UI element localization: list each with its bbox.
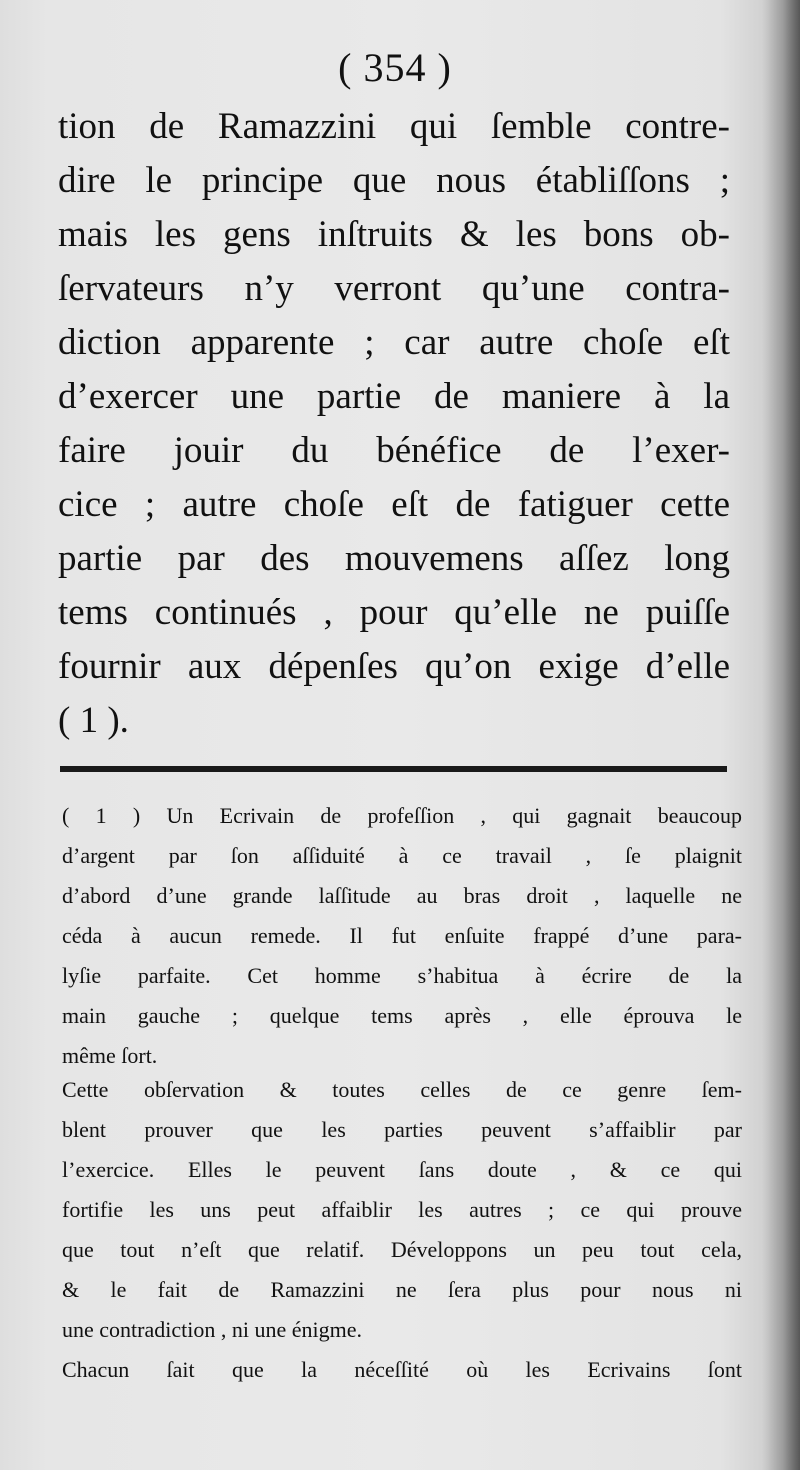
footnote-line: ( 1 ) Un Ecrivain de profeſſion , qui gagnait beaucoup [62, 803, 742, 828]
main-text-line: mais les gens inſtruits & les bons ob- [58, 214, 730, 255]
footnote-line: même ſort. [62, 1043, 158, 1068]
main-text-line: dire le principe que nous établiſſons ; [58, 160, 730, 201]
paragraph-line: Chacun ſait que la néceſſité où les Ecrivains ſont [62, 1357, 742, 1382]
footnote-separator-rule [60, 766, 727, 772]
paragraph-line: l’exercice. Elles le peuvent ſans doute , & ce qui [62, 1157, 742, 1182]
footnote-line: d’abord d’une grande laſſitude au bras droit , laquelle ne [62, 883, 742, 908]
page-number: ( 354 ) [338, 45, 452, 90]
footnote-line: céda à aucun remede. Il fut enſuite frappé d’une para- [62, 923, 742, 948]
main-text-line: faire jouir du bénéfice de l’exer- [58, 430, 730, 471]
main-text [58, 100, 730, 748]
footnote-line: d’argent par ſon aſſiduité à ce travail , ſe plaignit [62, 843, 742, 868]
paragraph-line: & le fait de Ramazzini ne ſera plus pour nous ni [62, 1277, 742, 1302]
footnote-line: lyſie parfaite. Cet homme s’habitua à écrire de la [62, 963, 742, 988]
main-text-line: cice ; autre choſe eſt de fatiguer cette [58, 484, 730, 525]
paragraph-line: blent prouver que les parties peuvent s’affaiblir par [62, 1117, 742, 1142]
main-text-line: fournir aux dépenſes qu’on exige d’elle [58, 646, 730, 687]
main-text-line: tion de Ramazzini qui ſemble contre- [58, 106, 730, 147]
main-text-line: diction apparente ; car autre choſe eſt [58, 322, 730, 363]
paragraph-line: une contradiction , ni une énigme. [62, 1317, 362, 1342]
footnote-line: main gauche ; quelque tems après , elle éprouva le [62, 1003, 742, 1028]
paragraph-line: Cette obſervation & toutes celles de ce genre ſem- [62, 1077, 742, 1102]
paragraph-2 [62, 1070, 742, 1350]
main-text-line: partie par des mouvemens aſſez long [58, 538, 730, 579]
main-text-line: ( 1 ). [58, 700, 129, 741]
paragraph-line: fortifie les uns peut affaiblir les autres ; ce qui prouve [62, 1197, 742, 1222]
paragraph-line: que tout n’eſt que relatif. Développons un peu tout cela, [62, 1237, 742, 1262]
paragraph-3 [62, 1350, 742, 1390]
main-text-line: d’exercer une partie de maniere à la [58, 376, 730, 417]
main-text-line: tems continués , pour qu’elle ne puiſſe [58, 592, 730, 633]
main-text-line: ſervateurs n’y verront qu’une contra- [58, 268, 730, 309]
page-edge-shadow [762, 0, 800, 1470]
footnote [62, 796, 742, 1076]
